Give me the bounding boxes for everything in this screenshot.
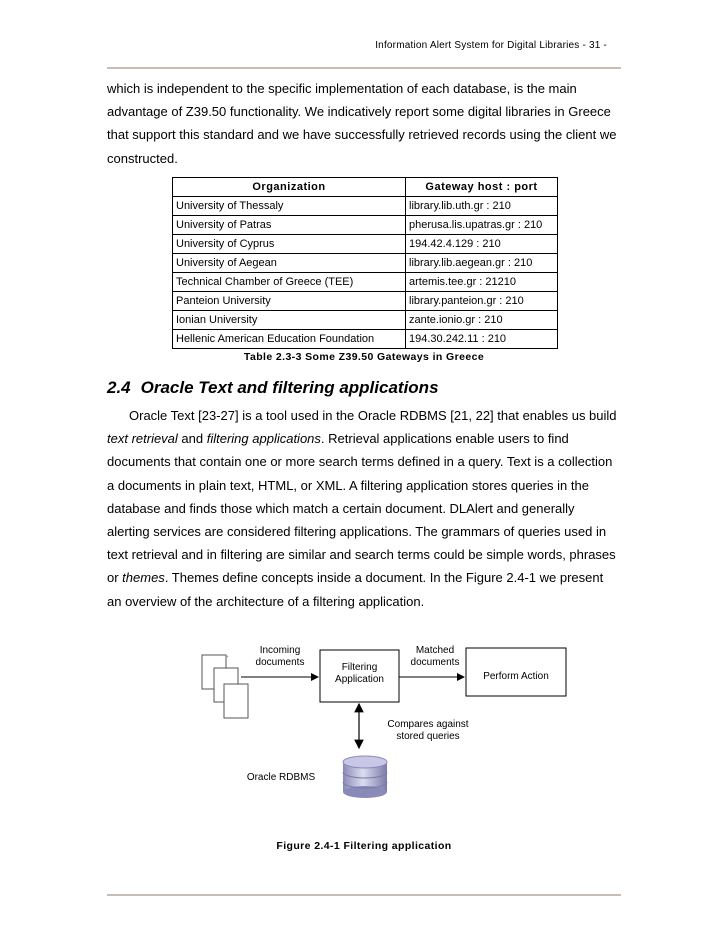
body-emphasis: filtering applications	[206, 431, 321, 447]
compares-label	[380, 719, 476, 743]
body-text: . Retrieval applications enable users to find	[320, 431, 569, 447]
section-heading	[107, 378, 439, 398]
table-row	[173, 235, 558, 254]
running-header: Information Alert System for Digital Libraries - 31 -	[375, 40, 607, 51]
table-cell: pherusa.lis.upatras.gr : 210	[406, 216, 558, 235]
compares-label-line: Compares against	[387, 719, 469, 730]
table-cell: artemis.tee.gr : 21210	[406, 273, 558, 292]
table-row	[173, 216, 558, 235]
matched-label	[400, 645, 470, 669]
table-caption: Table 2.3-3 Some Z39.50 Gateways in Greece	[243, 351, 485, 363]
column-header-organization: Organization	[173, 178, 406, 197]
incoming-label-line: documents	[255, 657, 305, 668]
intro-line: that support this standard and we have successfully retrieved records using the client we	[107, 127, 617, 143]
matched-label-line: documents	[410, 657, 460, 668]
body-emphasis: text retrieval	[107, 431, 178, 447]
intro-line: constructed.	[107, 150, 178, 166]
table-cell: library.lib.aegean.gr : 210	[406, 254, 558, 273]
matched-label-line: Matched	[415, 645, 455, 656]
table-header-row	[173, 178, 558, 197]
table-cell: University of Thessaly	[173, 197, 406, 216]
column-header-gateway: Gateway host : port	[406, 178, 558, 197]
table-row	[173, 292, 558, 311]
table-cell: University of Aegean	[173, 254, 406, 273]
filtering-diagram	[0, 600, 728, 830]
table-cell: library.panteion.gr : 210	[406, 292, 558, 311]
body-line	[107, 427, 621, 450]
table-row	[173, 197, 558, 216]
intro-line: advantage of Z39.50 functionality. We indicatively report some digital libraries in Greece	[107, 104, 611, 120]
filtering-label-line: Application	[335, 674, 384, 685]
body-line: text retrieval and in filtering are similar and search terms could be simple words, phrases	[107, 547, 616, 563]
body-line: alerting services are considered filtering applications. The grammars of queries used in	[107, 524, 607, 540]
table-row	[173, 273, 558, 292]
body-line	[107, 566, 621, 589]
body-text: or	[107, 570, 123, 586]
footer-rule	[107, 894, 621, 896]
intro-line: which is independent to the specific implementation of each database, is the main	[107, 81, 577, 96]
oracle-rdbms-label: Oracle RDBMS	[246, 772, 316, 783]
body-line: database and finds those which match a certain document. DLAlert and generally	[107, 500, 575, 516]
table-cell: University of Cyprus	[173, 235, 406, 254]
table-row	[173, 254, 558, 273]
filtering-label-line: Filtering	[341, 662, 378, 673]
body-line: Oracle Text [23-27] is a tool used in the Oracle RDBMS [21, 22] that enables us build	[129, 408, 617, 423]
filtering-application-label	[320, 662, 399, 686]
perform-action-label: Perform Action	[483, 671, 549, 682]
body-line: an overview of the architecture of a filtering application.	[107, 593, 425, 609]
documents-icon	[202, 655, 248, 718]
intro-paragraph	[107, 77, 621, 170]
body-text: and	[177, 431, 207, 447]
table-cell: Hellenic American Education Foundation	[173, 330, 406, 349]
gateways-table	[172, 177, 558, 349]
table-cell: Ionian University	[173, 311, 406, 330]
figure-caption: Figure 2.4-1 Filtering application	[276, 840, 452, 852]
table-cell: University of Patras	[173, 216, 406, 235]
body-line: a documents in plain text, HTML, or XML. A filtering application stores queries in the	[107, 477, 589, 493]
table-cell: 194.42.4.129 : 210	[406, 235, 558, 254]
diagram-graphics	[0, 600, 728, 830]
body-line: documents that contain one or more search terms defined in a query. Text is a collection	[107, 454, 613, 470]
compares-label-line: stored queries	[396, 731, 460, 742]
body-text: . Themes define concepts inside a document. In the Figure 2.4-1 we present	[164, 570, 604, 586]
section-number: 2.4	[107, 378, 131, 397]
table-cell: zante.ionio.gr : 210	[406, 311, 558, 330]
incoming-label-line: Incoming	[259, 645, 301, 656]
section-title: Oracle Text and filtering applications	[140, 378, 439, 397]
database-icon	[343, 756, 387, 798]
table-row	[173, 311, 558, 330]
table-cell: 194.30.242.11 : 210	[406, 330, 558, 349]
body-paragraph	[107, 404, 621, 613]
table-cell: Panteion University	[173, 292, 406, 311]
table-cell: library.lib.uth.gr : 210	[406, 197, 558, 216]
body-emphasis: themes	[122, 570, 165, 586]
incoming-label	[248, 645, 312, 669]
header-rule	[107, 67, 621, 69]
table-cell: Technical Chamber of Greece (TEE)	[173, 273, 406, 292]
table-row	[173, 330, 558, 349]
